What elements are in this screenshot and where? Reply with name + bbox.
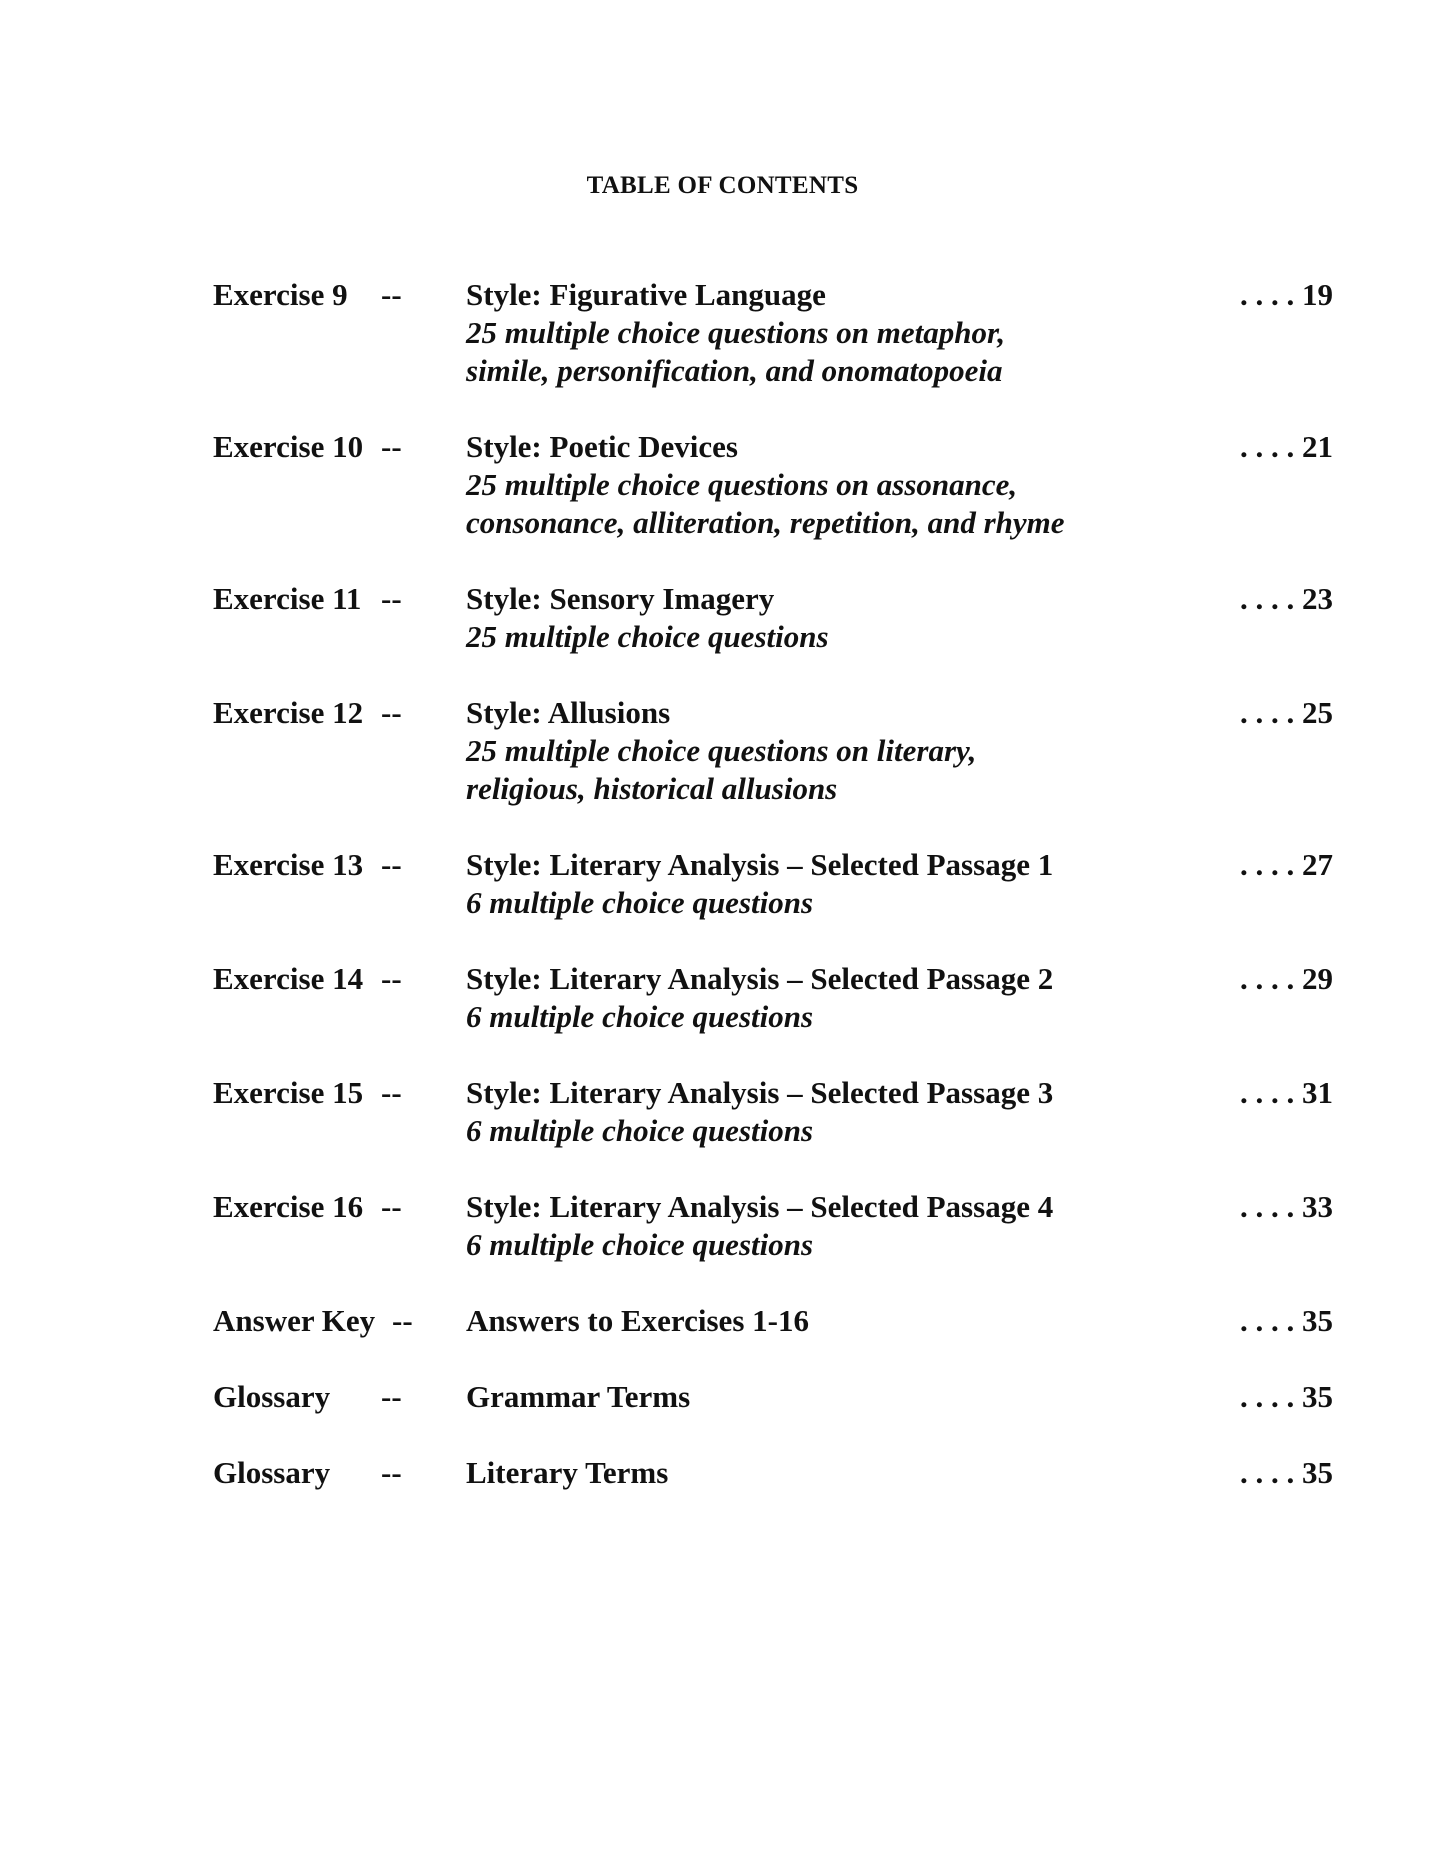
toc-entry-description: 25 multiple choice questions on assonance, bbox=[466, 467, 1018, 502]
toc-entry-label: Exercise 10 bbox=[213, 429, 364, 464]
toc-entry-label: Glossary bbox=[213, 1379, 331, 1414]
toc-entry bbox=[213, 960, 1333, 1036]
toc-entry-page: . . . . 35 bbox=[1240, 1379, 1333, 1414]
toc-entry bbox=[213, 1188, 1333, 1264]
toc-entry bbox=[213, 1454, 1333, 1492]
toc-entry bbox=[213, 428, 1333, 542]
toc-entry-page: . . . . 33 bbox=[1240, 1189, 1333, 1224]
toc-entry-description: 6 multiple choice questions bbox=[466, 885, 814, 920]
toc-entry-description: 6 multiple choice questions bbox=[466, 1113, 814, 1148]
toc-entry-title: Style: Literary Analysis – Selected Passage 4 bbox=[466, 1189, 1054, 1224]
toc-entry-description: 25 multiple choice questions on metaphor, bbox=[466, 315, 1006, 350]
toc-entry-title: Style: Literary Analysis – Selected Passage 3 bbox=[466, 1075, 1054, 1110]
toc-entry bbox=[213, 276, 1333, 390]
page-title: TABLE OF CONTENTS bbox=[586, 172, 859, 199]
toc-entry-separator: -- bbox=[381, 1455, 402, 1490]
toc-entry-title: Literary Terms bbox=[466, 1455, 669, 1490]
toc-entry-separator: -- bbox=[381, 581, 402, 616]
toc-entry-title: Style: Literary Analysis – Selected Passage 2 bbox=[466, 961, 1054, 996]
toc-entry bbox=[213, 1378, 1333, 1416]
toc-entry-separator: -- bbox=[381, 847, 402, 882]
toc-entry-label: Glossary bbox=[213, 1455, 331, 1490]
toc-entry-separator: -- bbox=[381, 277, 402, 312]
toc-entry bbox=[213, 846, 1333, 922]
toc-entry bbox=[213, 1074, 1333, 1150]
toc-entry-title: Style: Allusions bbox=[466, 695, 671, 730]
toc-entry bbox=[213, 580, 1333, 656]
toc-entry-title: Style: Literary Analysis – Selected Passage 1 bbox=[466, 847, 1054, 882]
toc-entry-title: Grammar Terms bbox=[466, 1379, 691, 1414]
table-of-contents bbox=[213, 276, 1333, 1530]
toc-entry-page: . . . . 29 bbox=[1240, 961, 1333, 996]
toc-entry-description: 25 multiple choice questions on literary, bbox=[466, 733, 977, 768]
toc-entry-label: Exercise 12 bbox=[213, 695, 364, 730]
toc-entry-page: . . . . 35 bbox=[1240, 1303, 1333, 1338]
toc-entry-page: . . . . 21 bbox=[1240, 429, 1333, 464]
toc-entry-title: Style: Figurative Language bbox=[466, 277, 826, 312]
toc-entry-description: simile, personification, and onomatopoeia bbox=[466, 353, 1003, 388]
toc-entry-label: Exercise 9 bbox=[213, 277, 348, 312]
toc-entry-page: . . . . 31 bbox=[1240, 1075, 1333, 1110]
toc-entry-description: consonance, alliteration, repetition, and rhyme bbox=[466, 505, 1065, 540]
toc-entry-separator: -- bbox=[381, 429, 402, 464]
toc-entry-separator: -- bbox=[392, 1303, 413, 1338]
toc-entry-title: Style: Sensory Imagery bbox=[466, 581, 775, 616]
toc-entry-separator: -- bbox=[381, 695, 402, 730]
toc-entry-page: . . . . 19 bbox=[1240, 277, 1333, 312]
toc-entry-page: . . . . 25 bbox=[1240, 695, 1333, 730]
toc-entry-page: . . . . 35 bbox=[1240, 1455, 1333, 1490]
toc-entry-separator: -- bbox=[381, 1075, 402, 1110]
toc-entry-separator: -- bbox=[381, 961, 402, 996]
toc-entry-separator: -- bbox=[381, 1189, 402, 1224]
toc-entry-label: Exercise 11 bbox=[213, 581, 362, 616]
toc-entry-description: 6 multiple choice questions bbox=[466, 1227, 814, 1262]
toc-entry-description: 6 multiple choice questions bbox=[466, 999, 814, 1034]
toc-entry-separator: -- bbox=[381, 1379, 402, 1414]
toc-entry-title: Answers to Exercises 1-16 bbox=[466, 1303, 809, 1338]
toc-entry-label: Exercise 14 bbox=[213, 961, 364, 996]
toc-entry-label: Exercise 16 bbox=[213, 1189, 364, 1224]
toc-entry-page: . . . . 23 bbox=[1240, 581, 1333, 616]
toc-entry-description: 25 multiple choice questions bbox=[466, 619, 829, 654]
toc-entry-label: Exercise 13 bbox=[213, 847, 364, 882]
toc-entry bbox=[213, 694, 1333, 808]
toc-entry-page: . . . . 27 bbox=[1240, 847, 1333, 882]
toc-entry bbox=[213, 1302, 1333, 1340]
toc-entry-title: Style: Poetic Devices bbox=[466, 429, 738, 464]
toc-entry-label: Answer Key bbox=[213, 1303, 376, 1338]
toc-entry-description: religious, historical allusions bbox=[466, 771, 838, 806]
toc-entry-label: Exercise 15 bbox=[213, 1075, 364, 1110]
